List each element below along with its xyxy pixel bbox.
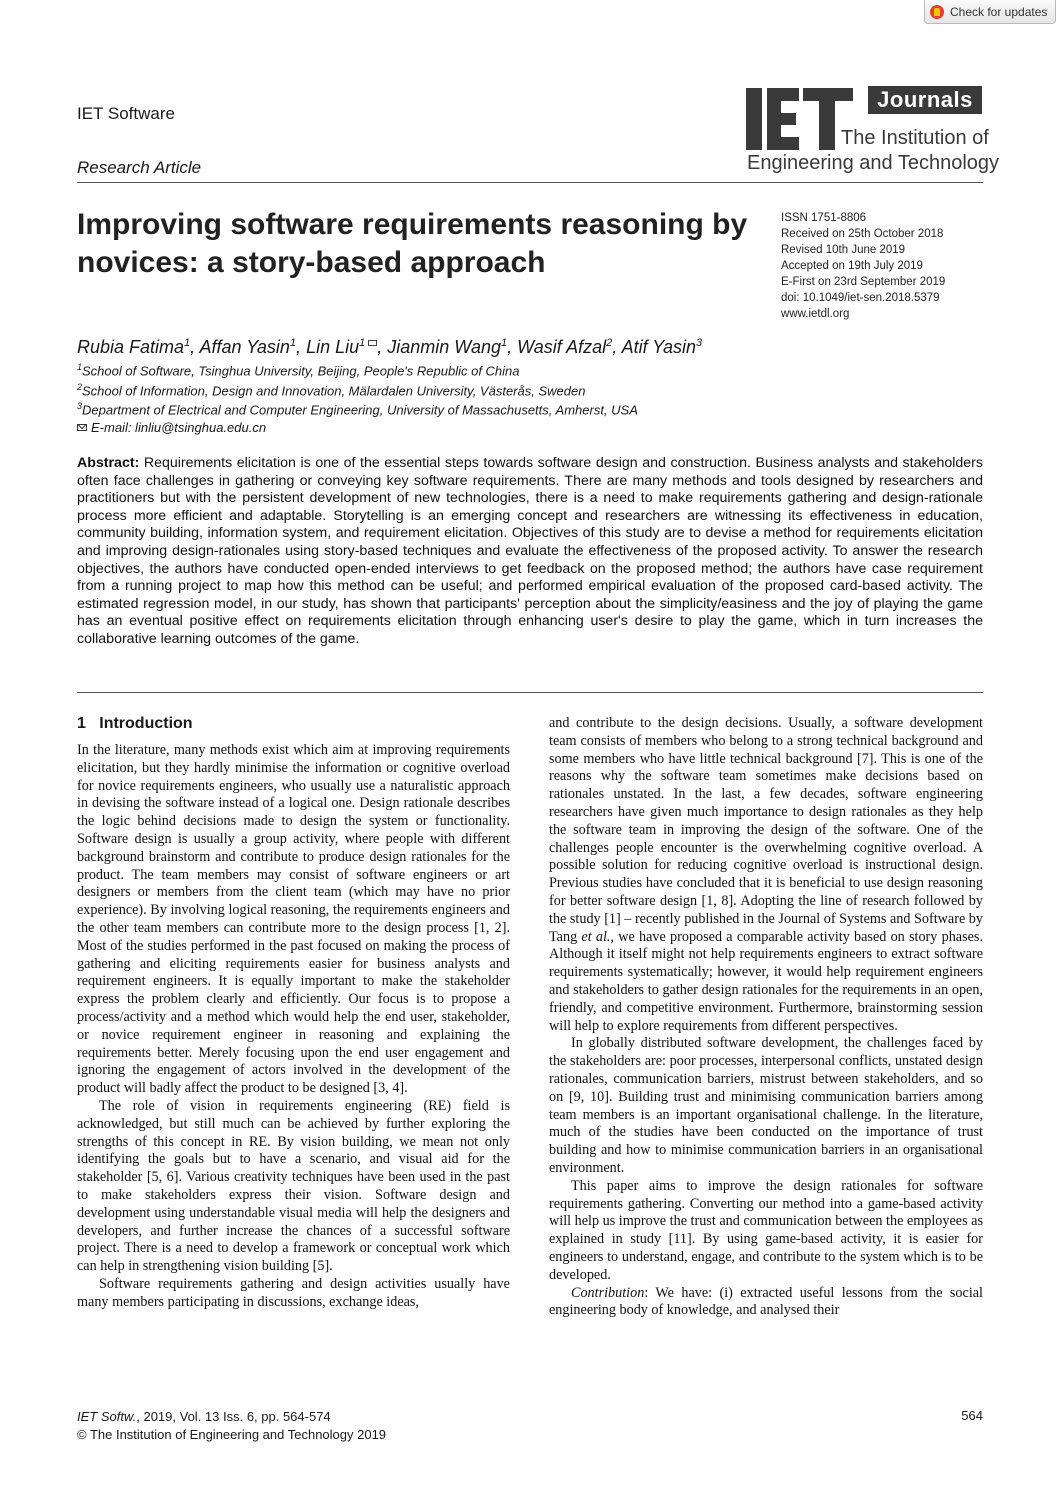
author-name: Wasif Afzal xyxy=(517,337,607,357)
article-title: Improving software requirements reasoning by novices: a story-based approach xyxy=(77,208,748,279)
body-paragraph: In globally distributed software development, the challenges faced by the stakeholders are: poor processes, interpersonal conflicts, unstated design rationales, communication barriers, mistrust between stakeholders, and so on [9, 10]. Building trust and minimising communication barriers among team members is an important organisational challenge. In the literature, much of the studies have been conducted on the importance of trust building and how to minimise communication barriers in an organisational environment. xyxy=(549,1035,983,1176)
author-affiliation-mark: 1 xyxy=(184,337,191,349)
author-affiliation-mark: 2 xyxy=(606,337,613,349)
body-text-italic: et al. xyxy=(581,928,611,945)
affiliation-text: School of Software, Tsinghua University, Beijing, People's Republic of China xyxy=(82,363,520,379)
crossmark-icon xyxy=(930,5,944,19)
author-name: Rubia Fatima xyxy=(77,337,185,357)
article-metadata xyxy=(781,210,945,322)
article-type: Research Article xyxy=(77,158,202,177)
author-affiliation-mark: 3 xyxy=(696,337,703,349)
logo-institution-line1: The Institution of xyxy=(841,127,989,149)
email-text[interactable]: E-mail: linliu@tsinghua.edu.cn xyxy=(91,420,267,435)
revised-date: Revised 10th June 2019 xyxy=(781,244,906,256)
body-text: : We have: (i) extracted useful lessons from the social engineering body of knowledge, and analysed their xyxy=(549,1284,983,1319)
logo-institution-line2: Engineering and Technology xyxy=(747,152,1000,174)
received-date: Received on 25th October 2018 xyxy=(781,228,944,240)
author-affiliation-mark: 1 xyxy=(500,337,508,349)
author-affiliation-mark: 1 xyxy=(359,337,366,349)
abstract xyxy=(77,455,983,649)
affiliation xyxy=(77,382,585,398)
body-paragraph xyxy=(549,1285,983,1321)
footer-citation xyxy=(77,1408,386,1444)
abstract-divider xyxy=(77,692,983,693)
body-paragraph xyxy=(549,715,983,1035)
affiliation xyxy=(77,401,638,417)
author-list: Rubia Fatima$^1$, Affan Yasin$^1$, Lin Liu$^1$ , Jianmin Wang$^1$, Wasif Afzal$^2$, Atif Yasin$^3$ xyxy=(77,337,703,357)
iet-journals-logo xyxy=(745,86,1000,178)
footer-volume: , 2019, Vol. 13 Iss. 6, pp. 564-574 xyxy=(136,1409,331,1424)
footer-copyright: © The Institution of Engineering and Technology 2019 xyxy=(77,1427,387,1442)
corresponding-author-envelope-icon xyxy=(368,340,377,346)
check-for-updates-button[interactable] xyxy=(924,0,1056,24)
body-text: and contribute to the design decisions. Usually, a software development team consists of members who belong to a strong technical background and some members who have little technical background [7]. This is one of the reasons why the software team sometimes make decisions based on rationales unstated. In the last, a few decades, software engineering researchers have given much importance to design rationales as they help the software team in improving the design of the software. One of the challenges people encounter is the overwhelming cognitive overload. A possible solution for reducing cognitive overload is instructional design. Previous studies have concluded that it is beneficial to use design reasoning for better software design [1, 8]. Adopting the line of research followed by the study [1] – recently published in the Journal of Systems and Software by Tang xyxy=(549,715,983,945)
affiliation-text: School of Information, Design and Innovation, Mälardalen University, Västerås, Sweden xyxy=(82,383,586,399)
body-column-right xyxy=(549,715,983,1320)
body-paragraph: Software requirements gathering and design activities usually have many members participating in discussions, exchange ideas, xyxy=(77,1275,510,1310)
journal-name: IET Software xyxy=(77,104,175,123)
abstract-text: Requirements elicitation is one of the essential steps towards software design and construction. Business analysts and stakeholders often face challenges in gathering or conveying key software requirements. There are many methods and tools designed by researchers and practitioners but with the persistent development of new technologies, there is a need to make requirements gathering and design-rationale process more efficient and adaptable. Storytelling is an emerging concept and researchers are witnessing its effectiveness in education, community building, information system, and requirement elicitation. Objectives of this study are to devise a method for requirements elicitation and improving design-rationales using story-based techniques and evaluate the effectiveness of the proposed activity. To answer the research objectives, the authors have conducted open-ended interviews to get feedback on the proposed method; the authors have case requirement from a running project to map how this method can be useful; and performed empirical evaluation of the proposed card-based activity. The estimated regression model, in our study, has shown that participants' perception about the simplicity/easiness and the joy of playing the game has an eventual positive effect on requirements elicitation through enhancing user's desire to play the game, which in turn increases the collaborative learning outcomes of the game. xyxy=(77,455,983,647)
section-heading xyxy=(77,715,193,733)
author-name: Atif Yasin xyxy=(621,337,696,357)
affiliation-mark: 3 xyxy=(77,401,83,411)
affiliation-mark: 1 xyxy=(77,362,83,372)
author-name: Jianmin Wang xyxy=(387,337,501,357)
page-number: 564 xyxy=(961,1408,983,1423)
author-name: Affan Yasin xyxy=(199,337,290,357)
author-name: Lin Liu xyxy=(306,337,360,357)
check-for-updates-label: Check for updates xyxy=(950,4,1048,19)
body-paragraph: The role of vision in requirements engineering (RE) field is acknowledged, but still much can be achieved by further exploring the strengths of this concept in RE. By vision building, we mean not only identifying the goals but to have a scenario, and visual aid for the stakeholder [5, 6]. Various creativity techniques have been used in the past to make stakeholders express their vision. Software design and development using understandable visual media will help the designers and developers, and further increase the chances of a successful software project. There is a need to develop a framework or conceptual work which can help in strengthening vision building [5]. xyxy=(77,1097,510,1275)
header-divider xyxy=(77,182,983,183)
body-paragraph: This paper aims to improve the design rationales for software requirements gathering. Converting our method into a game-based activity will help us improve the trust and communication between the employees as explained in study [11]. By using game-based activity, it is easier for engineers to understand, engage, and contribute to the system which is to be developed. xyxy=(549,1177,983,1283)
body-column-left xyxy=(77,742,510,1312)
footer-journal-abbrev: IET Softw. xyxy=(77,1409,137,1424)
envelope-icon xyxy=(77,424,87,431)
journal-url[interactable]: www.ietdl.org xyxy=(781,308,850,320)
logo-journals-label: Journals xyxy=(868,86,982,114)
doi[interactable]: doi: 10.1049/iet-sen.2018.5379 xyxy=(781,292,940,304)
affiliation-mark: 2 xyxy=(77,382,83,392)
efirst-date: E-First on 23rd September 2019 xyxy=(781,276,946,288)
contribution-label: Contribution xyxy=(571,1284,645,1301)
accepted-date: Accepted on 19th July 2019 xyxy=(781,260,923,272)
author-affiliation-mark: 1 xyxy=(289,337,297,349)
affiliation xyxy=(77,362,520,378)
body-text: , we have proposed a comparable activity based on story phases. Although it itself might not help requirements engineers to extract software requirements systematically; however, it would help requirement engineers and stakeholders to gather design rationales for the requirements in an open, friendly, and competitive environment. Furthermore, brainstorming session will help to explore requirements from different perspectives. xyxy=(549,928,983,1034)
section-number: 1 xyxy=(77,715,86,732)
issn: ISSN 1751-8806 xyxy=(781,212,867,224)
corresponding-email xyxy=(77,420,266,435)
abstract-label: Abstract: xyxy=(77,455,140,471)
affiliation-text: Department of Electrical and Computer Engineering, University of Massachusetts, Amherst, USA xyxy=(82,402,638,418)
body-paragraph: In the literature, many methods exist which aim at improving requirements elicitation, but they hardly minimise the information or cognitive overload for novice requirements engineers, who usually use a naturalistic approach in devising the software instead of a logical one. Design rationale describes the logic behind decisions made to design the system or functionality. Software design is usually a group activity, where people with different background brainstorm and contribute to produce design rationales for the product. The team members may consist of software engineers or art designers or members from the client team (which may have no prior experience). By involving logical reasoning, the requirements engineers and the other team members can contribute more to the design process [1, 2]. Most of the studies performed in the past focused on making the process of gathering and eliciting requirements easier for business analysts and requirement engineers. It is equally important to make the stakeholder express the problem clearly and efficiently. Our focus is to propose a process/activity and a method which would help the end user, stakeholder, or novice requirement engineer in reasoning and explaining the requirements better. Merely focusing upon the end user engagement and ignoring the engagement of actors involved in the development of the product will badly affect the product to be designed [3, 4]. xyxy=(77,742,510,1097)
iet-mark-logo xyxy=(745,88,855,150)
section-title: Introduction xyxy=(99,715,193,732)
